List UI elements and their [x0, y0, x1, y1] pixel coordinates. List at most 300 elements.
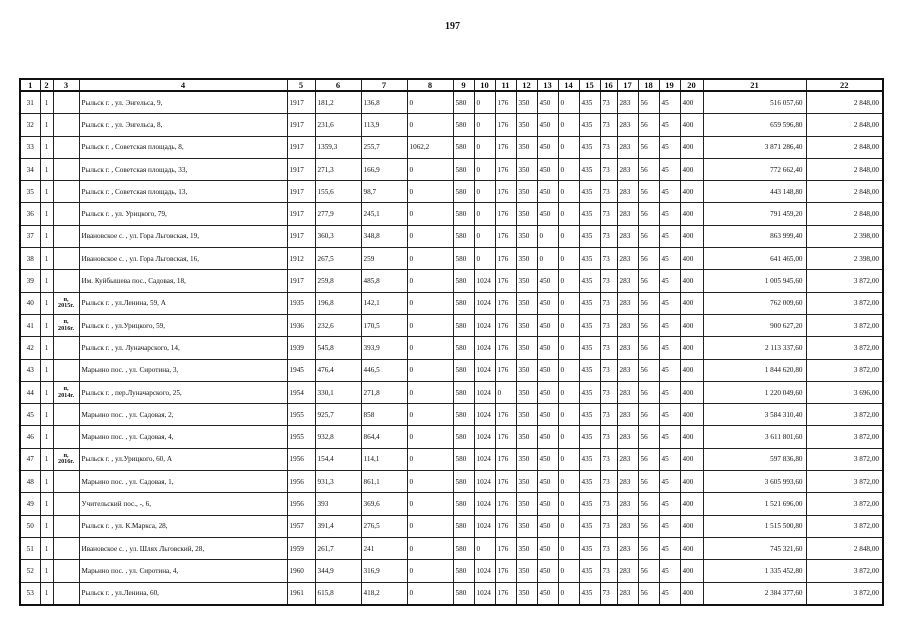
table-cell: 864,4 — [361, 426, 407, 448]
table-cell: Марьино пос. , ул. Сиротина, 4, — [79, 560, 287, 582]
table-cell: 450 — [537, 314, 558, 336]
table-cell: 0 — [474, 537, 495, 559]
table-cell: 1 005 945,60 — [703, 270, 806, 292]
table-cell: 56 — [638, 91, 659, 114]
table-cell: 580 — [453, 381, 474, 403]
table-cell: 400 — [680, 537, 703, 559]
table-cell: 1961 — [287, 582, 315, 605]
table-cell: 56 — [638, 426, 659, 448]
table-cell: 45 — [659, 225, 680, 247]
table-cell: 400 — [680, 426, 703, 448]
table-cell: 44 — [20, 381, 40, 403]
table-cell: 1917 — [287, 136, 315, 158]
table-cell: Рыльск г. , Советская площадь, 8, — [79, 136, 287, 158]
table-cell: 47 — [20, 448, 40, 470]
table-cell: 350 — [516, 448, 537, 470]
column-header: 2 — [40, 79, 53, 91]
table-cell: 114,1 — [361, 448, 407, 470]
table-cell: 435 — [579, 248, 600, 270]
table-cell: 450 — [537, 515, 558, 537]
table-cell: 283 — [617, 448, 638, 470]
table-header — [20, 79, 883, 91]
table-cell: 435 — [579, 359, 600, 381]
table-cell: 283 — [617, 426, 638, 448]
table-cell: 3 611 801,60 — [703, 426, 806, 448]
table-cell: 0 — [558, 114, 579, 136]
table-cell: 1024 — [474, 448, 495, 470]
table-cell: 400 — [680, 91, 703, 114]
table-cell: Рыльск г. , Советская площадь, 13, — [79, 181, 287, 203]
table-cell: 113,9 — [361, 114, 407, 136]
table-cell: 45 — [659, 515, 680, 537]
table-cell: 56 — [638, 515, 659, 537]
table-cell: 450 — [537, 448, 558, 470]
table-cell: 32 — [20, 114, 40, 136]
table-cell: 0 — [558, 314, 579, 336]
table-cell: 283 — [617, 270, 638, 292]
table-cell: 580 — [453, 181, 474, 203]
table-cell: 400 — [680, 448, 703, 470]
table-cell: Ивановское с. , ул. Гора Льговская, 16, — [79, 248, 287, 270]
table-cell: 360,3 — [315, 225, 361, 247]
table-cell: 33 — [20, 136, 40, 158]
table-cell — [53, 91, 79, 114]
table-cell: 0 — [474, 158, 495, 180]
table-cell: 176 — [495, 292, 516, 314]
table-cell: 56 — [638, 404, 659, 426]
table-cell: Рыльск г. , ул. Урицкого, 79, — [79, 203, 287, 225]
table-cell: 98,7 — [361, 181, 407, 203]
column-header: 22 — [806, 79, 883, 91]
table-cell: 176 — [495, 359, 516, 381]
table-cell: 245,1 — [361, 203, 407, 225]
table-cell: 276,5 — [361, 515, 407, 537]
table-cell: 400 — [680, 292, 703, 314]
table-cell: 45 — [659, 471, 680, 493]
column-header: 7 — [361, 79, 407, 91]
table-cell: 154,4 — [315, 448, 361, 470]
table-cell: 0 — [407, 292, 453, 314]
table-cell: 580 — [453, 560, 474, 582]
table-cell: Рыльск г. , Советская площадь, 33, — [79, 158, 287, 180]
table-row — [20, 314, 883, 336]
table-cell: 0 — [407, 181, 453, 203]
table-cell: Ивановское с. , ул. Гора Льговская, 19, — [79, 225, 287, 247]
table-cell: 641 465,00 — [703, 248, 806, 270]
table-cell: 2 113 337,60 — [703, 337, 806, 359]
table-cell: 450 — [537, 537, 558, 559]
table-cell: Рыльск г. , пер.Луначарского, 25, — [79, 381, 287, 403]
table-cell: 176 — [495, 181, 516, 203]
table-cell: 170,5 — [361, 314, 407, 336]
column-header: 14 — [558, 79, 579, 91]
table-cell: 659 596,80 — [703, 114, 806, 136]
table-row — [20, 448, 883, 470]
table-cell: 45 — [659, 91, 680, 114]
table-cell: 1 — [40, 448, 53, 470]
table-cell: 56 — [638, 448, 659, 470]
table-cell: 43 — [20, 359, 40, 381]
table-cell — [53, 136, 79, 158]
table-cell: 241 — [361, 537, 407, 559]
table-cell: 400 — [680, 181, 703, 203]
table-cell — [53, 114, 79, 136]
table-cell: 73 — [600, 537, 617, 559]
table-cell: 176 — [495, 270, 516, 292]
table-cell: 861,1 — [361, 471, 407, 493]
table-cell — [53, 493, 79, 515]
table-cell — [53, 426, 79, 448]
table-cell: 745 321,60 — [703, 537, 806, 559]
table-cell: 435 — [579, 114, 600, 136]
table-cell: 56 — [638, 248, 659, 270]
table-cell: 435 — [579, 471, 600, 493]
table-cell: 283 — [617, 181, 638, 203]
table-cell: 1 — [40, 493, 53, 515]
table-cell: 0 — [407, 537, 453, 559]
table-cell: 0 — [407, 560, 453, 582]
table-cell: 1959 — [287, 537, 315, 559]
table-cell: 0 — [558, 537, 579, 559]
table-cell: 0 — [558, 381, 579, 403]
column-header: 17 — [617, 79, 638, 91]
table-cell: 1024 — [474, 337, 495, 359]
table-row — [20, 158, 883, 180]
table-cell: 1955 — [287, 404, 315, 426]
table-cell: 0 — [558, 91, 579, 114]
table-cell: 858 — [361, 404, 407, 426]
table-cell: 400 — [680, 381, 703, 403]
table-cell: 261,7 — [315, 537, 361, 559]
table-cell: 56 — [638, 225, 659, 247]
table-cell: 350 — [516, 114, 537, 136]
table-row — [20, 248, 883, 270]
table-cell: 1936 — [287, 314, 315, 336]
table-cell: 0 — [558, 248, 579, 270]
column-header: 3 — [53, 79, 79, 91]
table-cell: 3 872,00 — [806, 493, 883, 515]
table-cell: 1 — [40, 225, 53, 247]
table-cell: 1 515 500,80 — [703, 515, 806, 537]
column-header: 9 — [453, 79, 474, 91]
table-cell: 762 009,60 — [703, 292, 806, 314]
table-cell: 476,4 — [315, 359, 361, 381]
table-cell: 51 — [20, 537, 40, 559]
table-cell: п, 2016г. — [53, 314, 79, 336]
table-cell: Рыльск г. , ул. Энгельса, 9, — [79, 91, 287, 114]
table-cell: 1024 — [474, 292, 495, 314]
table-cell: 0 — [495, 381, 516, 403]
table-cell: 56 — [638, 158, 659, 180]
table-cell: 73 — [600, 381, 617, 403]
table-cell: 0 — [407, 158, 453, 180]
table-cell: 73 — [600, 270, 617, 292]
table-cell: 0 — [558, 292, 579, 314]
table-cell: 1 — [40, 91, 53, 114]
table-row — [20, 537, 883, 559]
table-cell: Рыльск г. , ул.Урицкого, 59, — [79, 314, 287, 336]
table-cell: 580 — [453, 471, 474, 493]
table-cell: 2 848,00 — [806, 203, 883, 225]
table-cell: 1 — [40, 136, 53, 158]
table-cell: 615,8 — [315, 582, 361, 605]
table-cell: 1024 — [474, 582, 495, 605]
table-cell: 863 999,40 — [703, 225, 806, 247]
table-cell: 3 584 310,40 — [703, 404, 806, 426]
table-cell: 2 848,00 — [806, 158, 883, 180]
table-cell — [53, 471, 79, 493]
table-cell: 450 — [537, 493, 558, 515]
table-cell: 2 384 377,60 — [703, 582, 806, 605]
column-header: 11 — [495, 79, 516, 91]
table-cell: 0 — [558, 359, 579, 381]
table-cell: 1024 — [474, 404, 495, 426]
table-cell: 1917 — [287, 114, 315, 136]
table-cell: 400 — [680, 404, 703, 426]
table-cell: 73 — [600, 225, 617, 247]
table-cell: 0 — [407, 582, 453, 605]
table-cell: 45 — [659, 448, 680, 470]
table-cell: 1024 — [474, 359, 495, 381]
table-cell: 176 — [495, 91, 516, 114]
column-header: 15 — [579, 79, 600, 91]
table-cell: 350 — [516, 515, 537, 537]
table-cell: 73 — [600, 426, 617, 448]
table-cell — [53, 158, 79, 180]
table-cell: 400 — [680, 337, 703, 359]
table-cell: 3 872,00 — [806, 404, 883, 426]
table-cell: 45 — [659, 248, 680, 270]
table-cell: 348,8 — [361, 225, 407, 247]
table-cell — [53, 582, 79, 605]
table-cell: 580 — [453, 248, 474, 270]
table-cell: 1 — [40, 537, 53, 559]
table-cell: 450 — [537, 203, 558, 225]
table-cell: 350 — [516, 359, 537, 381]
table-cell: 1 — [40, 114, 53, 136]
table-cell: 1912 — [287, 248, 315, 270]
table-cell: 3 872,00 — [806, 515, 883, 537]
table-cell: Рыльск г. , ул. Луначарского, 14, — [79, 337, 287, 359]
table-cell: 400 — [680, 471, 703, 493]
table-cell: 1024 — [474, 270, 495, 292]
table-cell: 400 — [680, 314, 703, 336]
table-cell: 283 — [617, 404, 638, 426]
table-cell: 45 — [659, 158, 680, 180]
table-cell: 176 — [495, 560, 516, 582]
table-cell: 283 — [617, 248, 638, 270]
table-cell: 1917 — [287, 203, 315, 225]
table-cell: 3 872,00 — [806, 582, 883, 605]
table-cell: 45 — [659, 136, 680, 158]
table-cell: 73 — [600, 404, 617, 426]
table-cell: 283 — [617, 337, 638, 359]
table-cell: 181,2 — [315, 91, 361, 114]
table-cell: 73 — [600, 337, 617, 359]
table-cell: 1 — [40, 337, 53, 359]
table-cell: 0 — [558, 560, 579, 582]
table-cell: 46 — [20, 426, 40, 448]
table-cell: Рыльск г. , ул.Ленина, 59, А — [79, 292, 287, 314]
table-row — [20, 426, 883, 448]
table-cell: 45 — [659, 203, 680, 225]
column-header: 20 — [680, 79, 703, 91]
table-cell: 0 — [407, 91, 453, 114]
table-cell: 56 — [638, 314, 659, 336]
table-cell: 400 — [680, 515, 703, 537]
table-cell: 400 — [680, 560, 703, 582]
table-cell: 350 — [516, 225, 537, 247]
table-cell: 1 844 620,80 — [703, 359, 806, 381]
table-cell: 45 — [659, 560, 680, 582]
table-cell: 516 057,60 — [703, 91, 806, 114]
page-number: 197 — [445, 21, 460, 32]
table-cell: 1954 — [287, 381, 315, 403]
table-cell: 450 — [537, 337, 558, 359]
table-cell: 1917 — [287, 158, 315, 180]
table-cell: 450 — [537, 91, 558, 114]
table-cell: 166,9 — [361, 158, 407, 180]
table-cell: 1917 — [287, 181, 315, 203]
column-header: 8 — [407, 79, 453, 91]
table-cell: 1024 — [474, 471, 495, 493]
table-cell: 435 — [579, 426, 600, 448]
table-cell: 931,3 — [315, 471, 361, 493]
table-cell: 350 — [516, 136, 537, 158]
table-cell: 232,6 — [315, 314, 361, 336]
table-cell: 1935 — [287, 292, 315, 314]
table-cell: 45 — [659, 381, 680, 403]
table-cell: 73 — [600, 248, 617, 270]
table-cell: 350 — [516, 91, 537, 114]
table-cell: 0 — [407, 225, 453, 247]
table-cell: 45 — [659, 114, 680, 136]
table-cell: 1956 — [287, 493, 315, 515]
table-cell: 142,1 — [361, 292, 407, 314]
table-cell: 259,8 — [315, 270, 361, 292]
table-cell: 0 — [407, 203, 453, 225]
table-cell: 1 521 696,00 — [703, 493, 806, 515]
table-cell: п, 2014г. — [53, 381, 79, 403]
table-cell: 580 — [453, 404, 474, 426]
table-cell: 0 — [407, 404, 453, 426]
table-cell: 73 — [600, 136, 617, 158]
table-cell: 283 — [617, 582, 638, 605]
table-cell: 580 — [453, 114, 474, 136]
table-cell: 176 — [495, 337, 516, 359]
table-cell: 3 872,00 — [806, 471, 883, 493]
table-cell: 791 459,20 — [703, 203, 806, 225]
table-cell: 1 — [40, 359, 53, 381]
table-cell: 176 — [495, 225, 516, 247]
table-cell — [53, 404, 79, 426]
table-cell: 176 — [495, 136, 516, 158]
table-cell: 580 — [453, 270, 474, 292]
table-cell: 418,2 — [361, 582, 407, 605]
table-cell: Марьино пос. , ул. Садовая, 2, — [79, 404, 287, 426]
table-cell: 0 — [474, 203, 495, 225]
table-cell: 450 — [537, 381, 558, 403]
table-cell: 36 — [20, 203, 40, 225]
table-cell: 56 — [638, 270, 659, 292]
table-cell — [53, 181, 79, 203]
table-cell: 3 872,00 — [806, 314, 883, 336]
table-cell: 283 — [617, 560, 638, 582]
table-cell: 435 — [579, 582, 600, 605]
table-cell: 435 — [579, 225, 600, 247]
table-cell: 0 — [558, 158, 579, 180]
table-cell: 3 872,00 — [806, 270, 883, 292]
table-cell: 39 — [20, 270, 40, 292]
table-cell: 400 — [680, 582, 703, 605]
table-cell: 0 — [558, 515, 579, 537]
table-cell: 932,8 — [315, 426, 361, 448]
data-table — [19, 78, 884, 606]
table-cell: 450 — [537, 471, 558, 493]
table-cell: 56 — [638, 471, 659, 493]
table-cell: 231,6 — [315, 114, 361, 136]
table-cell: Им. Куйбышева пос., Садовая, 18, — [79, 270, 287, 292]
table-body — [20, 91, 883, 605]
table-cell: 45 — [659, 493, 680, 515]
table-cell: 73 — [600, 471, 617, 493]
table-cell: п, 2016г. — [53, 448, 79, 470]
table-row — [20, 225, 883, 247]
table-cell: 443 148,80 — [703, 181, 806, 203]
table-cell: 400 — [680, 136, 703, 158]
table-cell: 485,8 — [361, 270, 407, 292]
table-cell: 56 — [638, 560, 659, 582]
table-cell: Марьино пос. , ул. Сиротина, 3, — [79, 359, 287, 381]
table-cell: 73 — [600, 448, 617, 470]
table-row — [20, 91, 883, 114]
table-cell: 1 — [40, 426, 53, 448]
table-cell: 56 — [638, 582, 659, 605]
table-row — [20, 560, 883, 582]
table-cell: 3 605 993,60 — [703, 471, 806, 493]
table-cell: 1 — [40, 471, 53, 493]
table-cell: 52 — [20, 560, 40, 582]
table-cell: 0 — [558, 582, 579, 605]
table-cell — [53, 359, 79, 381]
table-cell: 0 — [537, 225, 558, 247]
table-cell: 45 — [659, 404, 680, 426]
column-header: 5 — [287, 79, 315, 91]
table-cell: 283 — [617, 114, 638, 136]
table-cell: 283 — [617, 203, 638, 225]
table-cell: 316,9 — [361, 560, 407, 582]
table-cell: 73 — [600, 359, 617, 381]
table-cell: 0 — [474, 248, 495, 270]
table-cell: 2 398,00 — [806, 225, 883, 247]
table-cell: 580 — [453, 515, 474, 537]
table-cell: 450 — [537, 292, 558, 314]
table-cell: 1955 — [287, 426, 315, 448]
table-cell: 176 — [495, 471, 516, 493]
table-cell — [53, 337, 79, 359]
table-cell: 0 — [474, 91, 495, 114]
table-cell: 330,1 — [315, 381, 361, 403]
table-cell: 73 — [600, 158, 617, 180]
table-cell: 1956 — [287, 448, 315, 470]
table-cell: 450 — [537, 270, 558, 292]
table-cell: 73 — [600, 203, 617, 225]
table-cell: 56 — [638, 203, 659, 225]
table-cell: 1 — [40, 515, 53, 537]
table-cell: 45 — [659, 359, 680, 381]
table-cell: 350 — [516, 381, 537, 403]
table-cell: 435 — [579, 560, 600, 582]
